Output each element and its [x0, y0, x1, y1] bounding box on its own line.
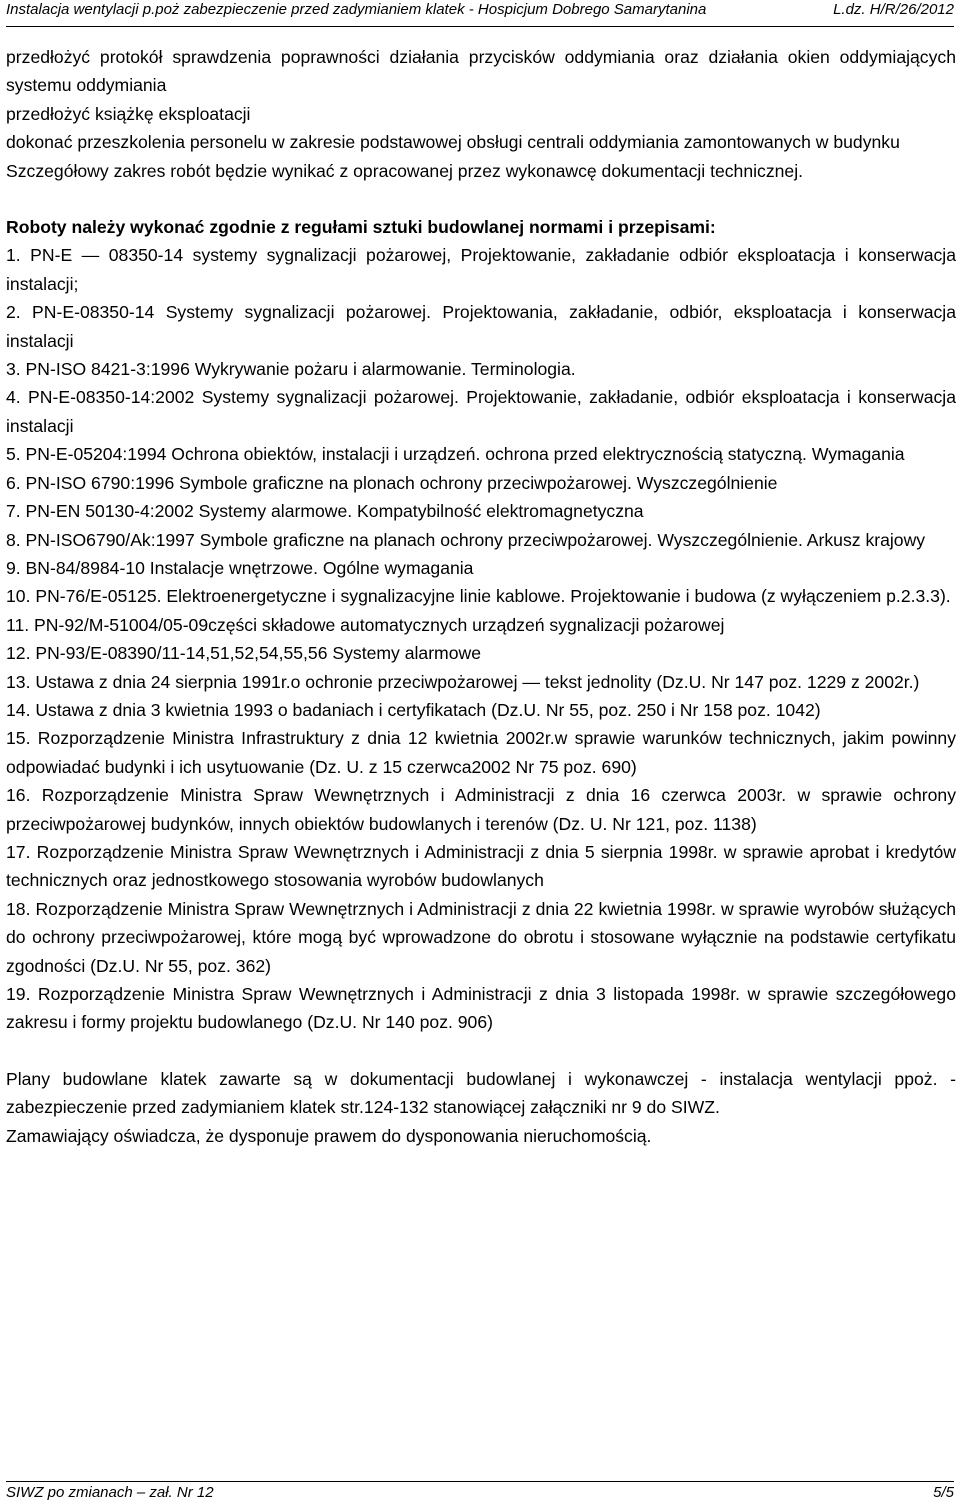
page-header — [6, 0, 954, 27]
spacer — [6, 1037, 956, 1065]
norm-item: 14. Ustawa z dnia 3 kwietnia 1993 o badaniach i certyfikatach (Dz.U. Nr 55, poz. 250 i Nr 158 poz. 1042) — [6, 699, 821, 720]
header-title: Instalacja wentylacji p.poż zabezpieczenie przed zadymianiem klatek - Hospicjum Dobrego Samarytanina — [6, 1, 707, 18]
norm-item: 7. PN-EN 50130-4:2002 Systemy alarmowe. Kompatybilność elektromagnetyczna — [6, 501, 644, 522]
closing-paragraph: Plany budowlane klatek zawarte są w dokumentacji budowlanej i wykonawczej - instalacja wentylacji ppoż. - zabezpieczenie przed zadymianiem klatek str.124-132 stanowiącej załączniki nr 9 do SIWZ. — [6, 1068, 956, 1118]
norm-item: 16. Rozporządzenie Ministra Spraw Wewnętrznych i Administracji z dnia 16 czerwca 2003r. w sprawie ochrony przeciwpożarowej budynków, innych obiektów budowlanych i terenów (Dz. U. Nr 121, poz. 1138) — [6, 785, 956, 834]
norm-item: 18. Rozporządzenie Ministra Spraw Wewnętrznych i Administracji z dnia 22 kwietnia 1998r. w sprawie wyrobów służących do ochrony przeciwpożarowej, które mogą być wprowadzone do obrotu i stosowane wyłącznie na podstawie certyfikatu zgodności (Dz.U. Nr 55, poz. 362) — [6, 898, 956, 976]
norm-item: 3. PN-ISO 8421-3:1996 Wykrywanie pożaru i alarmowanie. Terminologia. — [6, 359, 576, 380]
norm-item: 5. PN-E-05204:1994 Ochrona obiektów, instalacji i urządzeń. ochrona przed elektrycznością statyczną. Wymagania — [6, 444, 905, 465]
header-reference: L.dz. H/R/26/2012 — [833, 1, 954, 18]
norm-item: 1. PN-E — 08350-14 systemy sygnalizacji pożarowej, Projektowanie, zakładanie odbiór eksploatacja i konserwacja instalacji; — [6, 245, 956, 294]
norm-item: 17. Rozporządzenie Ministra Spraw Wewnętrznych i Administracji z dnia 5 sierpnia 1998r. w sprawie aprobat i kredytów technicznych oraz jednostkowego stosowania wyrobów budowlanych — [6, 841, 956, 891]
intro-item: Szczegółowy zakres robót będzie wynikać z opracowanej przez wykonawcę dokumentacji technicznej. — [6, 160, 803, 181]
norm-item: 13. Ustawa z dnia 24 sierpnia 1991r.o ochronie przeciwpożarowej — tekst jednolity (Dz.U. Nr 147 poz. 1229 z 2002r.) — [6, 671, 920, 692]
norm-item: 11. PN-92/M-51004/05-09części składowe automatycznych urządzeń sygnalizacji pożarowej — [6, 614, 725, 635]
norm-item: 9. BN-84/8984-10 Instalacje wnętrzowe. Ogólne wymagania — [6, 557, 474, 578]
norm-item: 10. PN-76/E-05125. Elektroenergetyczne i sygnalizacyjne linie kablowe. Projektowanie i budowa (z wyłączeniem p.2.3.3). — [6, 586, 951, 607]
norms-heading: Roboty należy wykonać zgodnie z regułami sztuki budowlanej normami i przepisami: — [6, 217, 716, 238]
document-body — [6, 43, 956, 1150]
norm-item: 19. Rozporządzenie Ministra Spraw Wewnętrznych i Administracji z dnia 3 listopada 1998r. w sprawie szczegółowego zakresu i formy projektu budowlanego (Dz.U. Nr 140 poz. 906) — [6, 984, 956, 1033]
closing-paragraph: Zamawiający oświadcza, że dysponuje prawem do dysponowania nieruchomością. — [6, 1125, 652, 1146]
page-footer — [6, 1481, 954, 1504]
norm-item: 15. Rozporządzenie Ministra Infrastruktury z dnia 12 kwietnia 2002r.w sprawie warunków technicznych, jakim powinny odpowiadać budynki i ich usytuowanie (Dz. U. z 15 czerwca2002 Nr 75 poz. 690) — [6, 728, 956, 777]
norm-item: 2. PN-E-08350-14 Systemy sygnalizacji pożarowej. Projektowania, zakładanie, odbiór, eksploatacja i konserwacja instalacji — [6, 302, 956, 351]
spacer — [6, 185, 956, 213]
norm-item: 12. PN-93/E-08390/11-14,51,52,54,55,56 Systemy alarmowe — [6, 643, 481, 664]
intro-item: przedłożyć protokół sprawdzenia poprawności działania przycisków oddymiania oraz działania okien oddymiających systemu oddymiania — [6, 47, 956, 96]
norm-item: 6. PN-ISO 6790:1996 Symbole graficzne na plonach ochrony przeciwpożarowej. Wyszczególnienie — [6, 472, 778, 493]
footer-document-id: SIWZ po zmianach – zał. Nr 12 — [6, 1484, 214, 1501]
intro-item: dokonać przeszkolenia personelu w zakresie podstawowej obsługi centrali oddymiania zamontowanych w budynku — [6, 132, 900, 153]
norm-item: 8. PN-ISO6790/Ak:1997 Symbole graficzne na planach ochrony przeciwpożarowej. Wyszczególnienie. Arkusz krajowy — [6, 529, 926, 550]
intro-item: przedłożyć książkę eksploatacji — [6, 103, 251, 124]
norm-item: 4. PN-E-08350-14:2002 Systemy sygnalizacji pożarowej. Projektowanie, zakładanie, odbiór eksploatacja i konserwacja instalacji — [6, 387, 956, 436]
page-number: 5/5 — [933, 1484, 954, 1501]
